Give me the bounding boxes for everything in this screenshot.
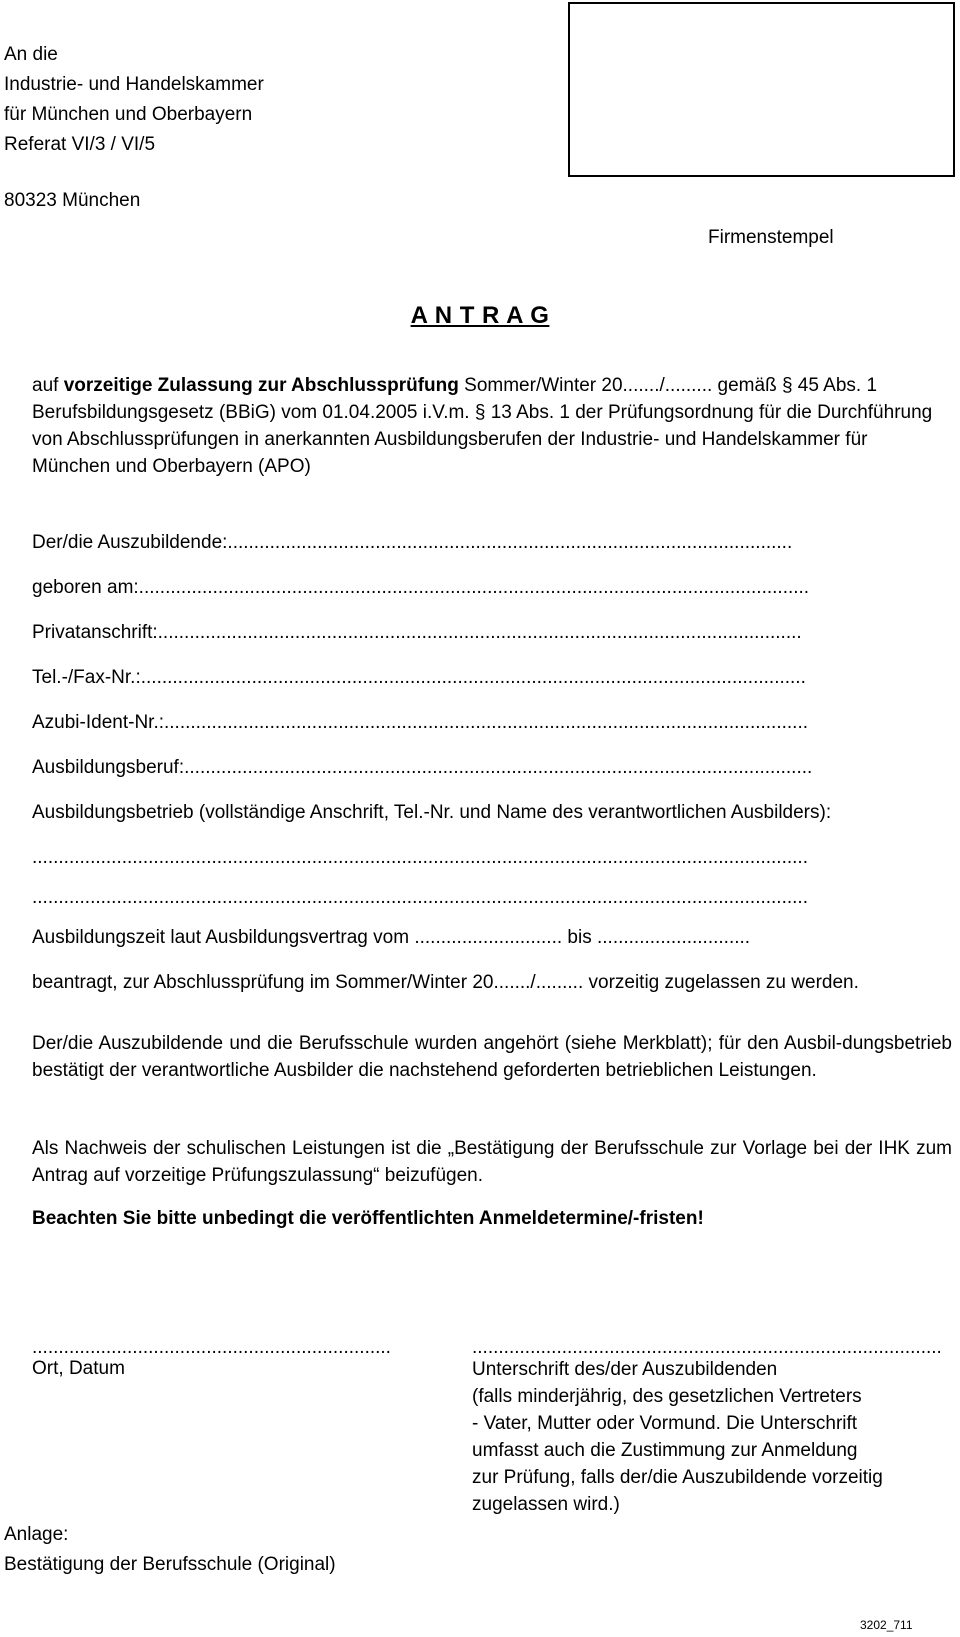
recipient-line-2: Industrie- und Handelskammer — [4, 74, 264, 95]
form-fields — [32, 530, 957, 1015]
signature-caption-line-1: Unterschrift des/der Auszubildenden — [472, 1359, 778, 1380]
recipient-line-4: Referat VI/3 / VI/5 — [4, 134, 156, 155]
signature-caption-line-6: zugelassen wird.) — [472, 1494, 620, 1515]
attachment-block — [4, 1520, 336, 1580]
field-private-address[interactable]: Privatanschrift:.......................................................................................................................... — [32, 622, 802, 643]
field-trainee[interactable]: Der/die Auszubildende:........................................................................................................... — [32, 532, 793, 553]
field-birthdate[interactable]: geboren am:............................................................................................................................... — [32, 577, 810, 598]
field-training-period[interactable]: Ausbildungszeit laut Ausbildungsvertrag vom ............................ bis ............................. — [32, 927, 751, 948]
company-stamp-box — [568, 2, 955, 177]
hearing-paragraph: Der/die Auszubildende und die Berufsschule wurden angehört (siehe Merkblatt); für den Ausbil-dungsbetrieb bestätigt der verantwortliche Ausbilder die nachstehend geforderten betrieblichen Leistungen. — [32, 1033, 952, 1081]
signature-caption-line-3: - Vater, Mutter oder Vormund. Die Unterschrift — [472, 1413, 858, 1434]
recipient-zip-city: 80323 München — [4, 190, 141, 211]
place-date-label: Ort, Datum — [32, 1358, 125, 1379]
signature-caption-line-4: umfasst auch die Zustimmung zur Anmeldung — [472, 1440, 858, 1461]
recipient-line-1: An die — [4, 44, 58, 65]
signature-caption-line-5: zur Prüfung, falls der/die Auszubildende vorzeitig — [472, 1467, 883, 1488]
intro-pre: auf — [32, 375, 64, 396]
signature-line[interactable]: ......................................................................................... — [472, 1337, 942, 1358]
document-title: A N T R A G — [410, 302, 550, 329]
field-training-company-line-2[interactable]: ................................................................................................................................................... — [32, 887, 808, 908]
intro-paragraph — [32, 372, 950, 480]
place-date-line[interactable]: .................................................................... — [32, 1337, 391, 1358]
field-training-company-line-1[interactable]: ................................................................................................................................................... — [32, 847, 808, 868]
recipient-line-3: für München und Oberbayern — [4, 104, 253, 125]
field-exam-request[interactable]: beantragt, zur Abschlussprüfung im Sommer/Winter 20......./......... vorzeitig zugelassen zu werden. — [32, 972, 859, 993]
field-training-occupation[interactable]: Ausbildungsberuf:....................................................................................................................... — [32, 757, 813, 778]
form-code: 3202_711 — [860, 1618, 913, 1632]
attachment-label: Anlage: — [4, 1524, 69, 1545]
company-stamp-label: Firmenstempel — [708, 227, 834, 248]
field-training-company-label: Ausbildungsbetrieb (vollständige Anschrift, Tel.-Nr. und Name des verantwortlichen Ausbilders): — [32, 802, 832, 823]
intro-rest: Sommer/Winter 20......./......... gemäß § 45 Abs. 1 Berufsbildungsgesetz (BBiG) vom 01.04.2005 i.V.m. § 13 Abs. 1 der Prüfungsordnung für die Durchführung von Abschlussprüfungen in anerkannten Ausbildungsberufen der Industrie- und Handelskammer für München und Oberbayern (APO) — [32, 375, 933, 477]
field-azubi-ident[interactable]: Azubi-Ident-Nr.:.......................................................................................................................... — [32, 712, 809, 733]
signature-caption — [472, 1356, 952, 1518]
intro-bold: vorzeitige Zulassung zur Abschlussprüfung — [63, 375, 459, 396]
attachment-item: Bestätigung der Berufsschule (Original) — [4, 1554, 336, 1575]
deadline-notice: Beachten Sie bitte unbedingt die veröffentlichten Anmeldetermine/-fristen! — [32, 1208, 704, 1229]
signature-caption-line-2: (falls minderjährig, des gesetzlichen Vertreters — [472, 1386, 862, 1407]
recipient-address — [4, 40, 264, 216]
proof-paragraph: Als Nachweis der schulischen Leistungen ist die „Bestätigung der Berufsschule zur Vorlage bei der IHK zum Antrag auf vorzeitige Prüfungszulassung“ beizufügen. — [32, 1138, 952, 1186]
field-phone-fax[interactable]: Tel.-/Fax-Nr.:.............................................................................................................................. — [32, 667, 806, 688]
